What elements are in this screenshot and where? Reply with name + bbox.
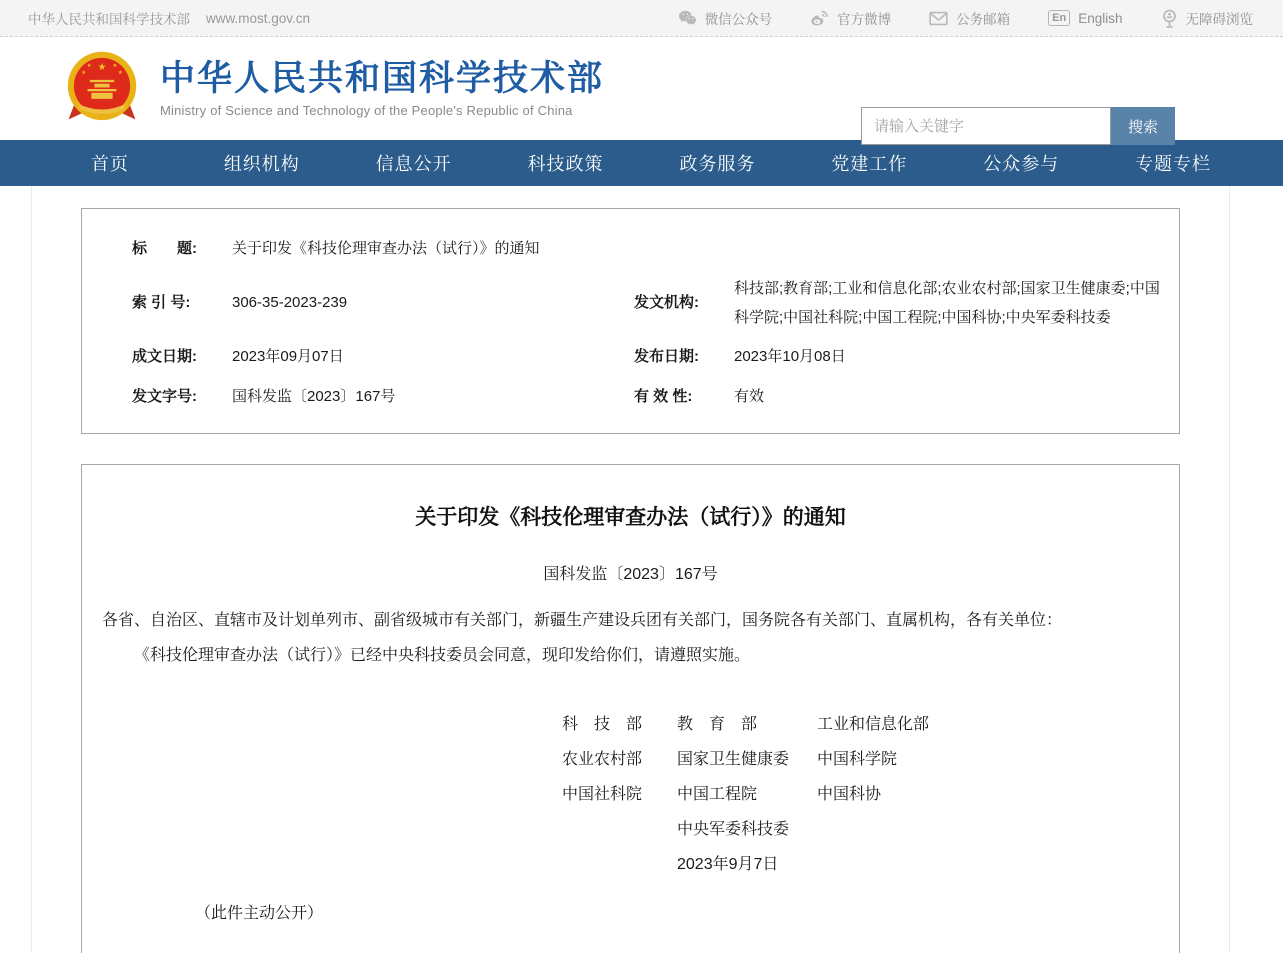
signatory: 教 育 部: [677, 716, 758, 733]
article-paragraph-addressees: 各省、自治区、直辖市及计划单列市、副省级城市有关部门，新疆生产建设兵团有关部门，国务院各有关部门、直属机构，各有关单位：: [102, 612, 1063, 629]
ministry-subtitle-en: Ministry of Science and Technology of the People's Republic of China: [160, 102, 573, 118]
article-title: 关于印发《科技伦理审查办法（试行）》的通知: [415, 506, 846, 529]
national-emblem-logo: [64, 49, 140, 129]
site-identity: [28, 8, 310, 28]
english-label: English: [1078, 10, 1123, 26]
svg-text:★: ★: [117, 69, 123, 76]
signatory: 科 技 部: [562, 716, 643, 733]
meta-written-date-label: 成文日期:: [132, 348, 197, 365]
meta-index-value: 306-35-2023-239: [232, 294, 348, 311]
article-paragraph-body: 《科技伦理审查办法（试行）》已经中央科技委员会同意，现印发给你们，请遵照实施。: [134, 647, 751, 664]
signatory: 中国工程院: [677, 786, 758, 803]
meta-index-label: 索 引 号:: [132, 294, 191, 311]
main-navigation: [0, 140, 1283, 186]
content-panel: [31, 186, 1230, 953]
nav-item-special-columns[interactable]: 专题专栏: [1135, 154, 1212, 174]
weibo-label: 官方微博: [837, 12, 892, 27]
document-metadata-box: [81, 208, 1180, 434]
meta-written-date-value: 2023年09月07日: [232, 348, 344, 365]
wechat-link[interactable]: [678, 8, 773, 28]
top-utility-bar: [0, 0, 1283, 37]
accessibility-icon: [1161, 9, 1178, 28]
meta-doc-number-label: 发文字号:: [132, 388, 197, 405]
nav-item-public-participation[interactable]: 公众参与: [983, 154, 1060, 174]
svg-text:★: ★: [97, 61, 107, 73]
signatory: 工业和信息化部: [817, 716, 930, 733]
nav-item-sci-tech-policy[interactable]: 科技政策: [527, 154, 604, 174]
wechat-label: 微信公众号: [704, 12, 773, 27]
svg-text:★: ★: [112, 62, 118, 69]
signatory: 农业农村部: [562, 751, 643, 768]
weibo-icon: [810, 10, 829, 27]
meta-agencies-label: 发文机构:: [634, 294, 699, 311]
signatory: 中央军委科技委: [677, 821, 790, 838]
meta-title-value: 关于印发《科技伦理审查办法（试行）》的通知: [232, 240, 540, 257]
svg-text:★: ★: [86, 62, 92, 69]
meta-publish-date-label: 发布日期:: [634, 348, 699, 365]
nav-item-info-disclosure[interactable]: 信息公开: [375, 154, 452, 174]
accessibility-link[interactable]: [1161, 8, 1254, 28]
nav-item-home[interactable]: 首页: [90, 154, 129, 174]
top-links: [678, 8, 1253, 28]
signatories-row: [562, 810, 1102, 845]
meta-title-label: 标 题:: [132, 240, 197, 257]
site-name: 中华人民共和国科学技术部: [28, 12, 190, 27]
signature-date-row: [562, 845, 1102, 880]
nav-item-organization[interactable]: 组织机构: [223, 154, 300, 174]
search-input[interactable]: [861, 107, 1111, 145]
english-icon: En: [1048, 10, 1070, 26]
wechat-icon: [678, 10, 697, 27]
site-header: [0, 37, 1283, 140]
meta-publish-date-value: 2023年10月08日: [734, 348, 846, 365]
nav-item-gov-services[interactable]: 政务服务: [679, 154, 756, 174]
mail-icon: [929, 11, 948, 26]
site-search: [861, 107, 1175, 145]
signatories-row: [562, 740, 1102, 775]
article-doc-number: 国科发监〔2023〕167号: [543, 566, 718, 583]
english-link[interactable]: [1048, 10, 1122, 26]
nav-item-party-building[interactable]: 党建工作: [831, 154, 908, 174]
mail-link[interactable]: [929, 8, 1010, 28]
accessibility-label: 无障碍浏览: [1185, 12, 1253, 27]
meta-agencies-value: 科技部;教育部;工业和信息化部;农业农村部;国家卫生健康委;中国科学院;中国社科院;中国工程院;中国科协;中央军委科技委: [734, 280, 1160, 326]
brand-text: [160, 60, 604, 118]
article-box: [81, 464, 1180, 953]
signatory: 国家卫生健康委: [677, 751, 790, 768]
site-url: www.most.gov.cn: [206, 10, 311, 26]
signatory: 中国社科院: [562, 786, 643, 803]
signatories-block: [562, 705, 1102, 880]
signatories-row: [562, 705, 1102, 740]
weibo-link[interactable]: [810, 8, 891, 28]
signatory: 中国科学院: [817, 751, 898, 768]
signatory: 中国科协: [817, 786, 882, 803]
ministry-title: 中华人民共和国科学技术部: [160, 58, 605, 98]
signature-date: 2023年9月7日: [677, 856, 779, 873]
document-metadata-grid: [132, 229, 1171, 417]
search-button[interactable]: 搜索: [1111, 107, 1175, 145]
svg-text:★: ★: [81, 69, 87, 76]
disclosure-footnote: （此件主动公开）: [195, 905, 324, 922]
meta-validity-label: 有 效 性:: [634, 388, 693, 405]
meta-validity-value: 有效: [734, 388, 765, 405]
signatories-row: [562, 775, 1102, 810]
meta-doc-number-value: 国科发监〔2023〕167号: [232, 388, 396, 405]
mail-label: 公务邮箱: [956, 12, 1011, 27]
